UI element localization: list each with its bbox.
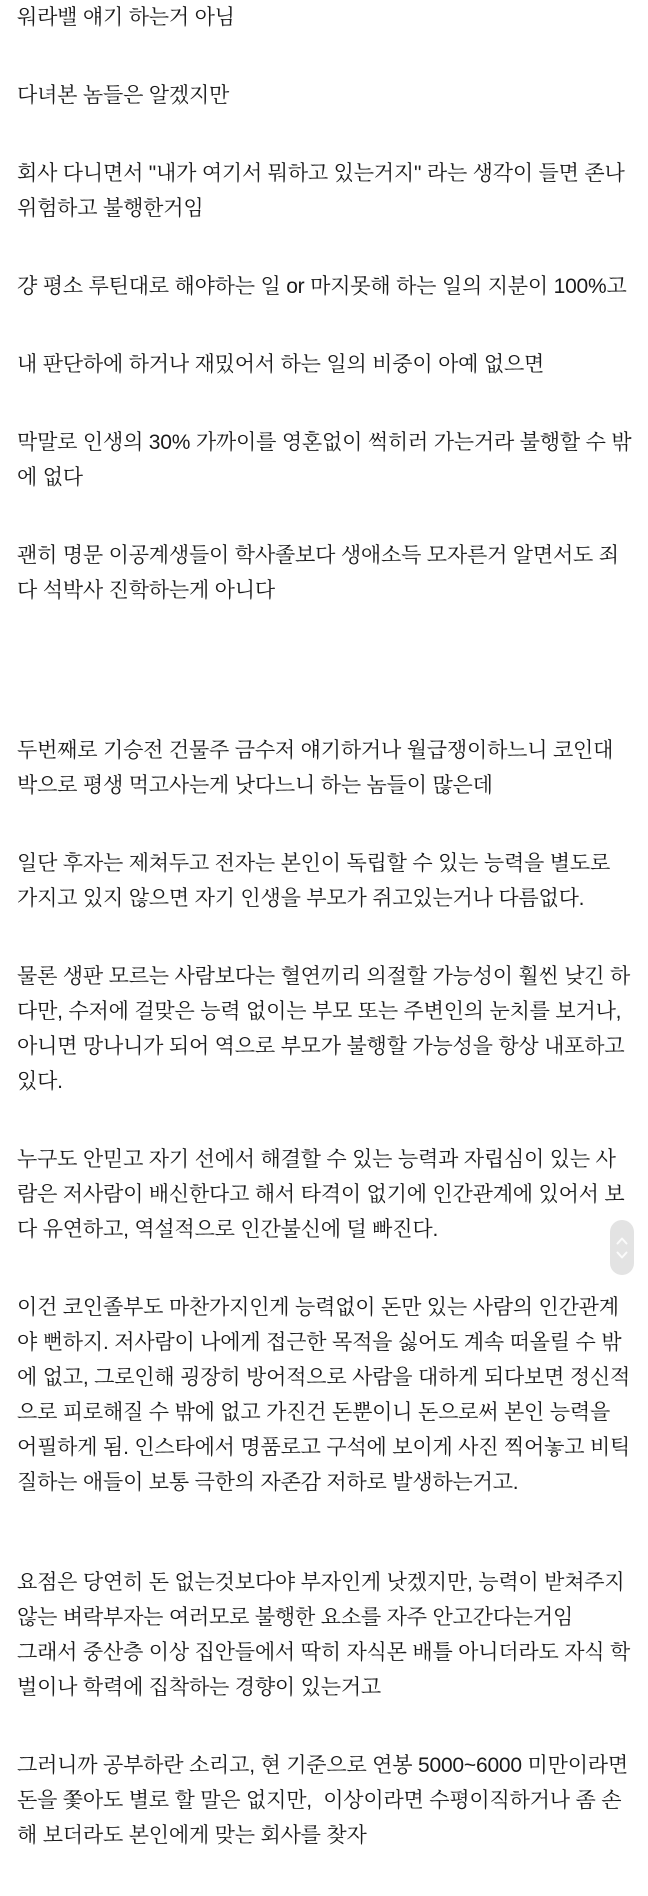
post-paragraph: 다녀본 놈들은 알겠지만	[17, 84, 230, 107]
post-paragraph: 회사 다니면서 "내가 여기서 뭐하고 있는거지" 라는 생각이 들면 존나 위험하고 불행한거임	[17, 162, 631, 220]
chevron-down-icon	[616, 1251, 628, 1259]
post-paragraph: 내 판단하에 하거나 재밌어서 하는 일의 비중이 아예 없으면	[17, 353, 545, 376]
post-paragraph: 워라밸 얘기 하는거 아님	[17, 6, 235, 29]
chevron-up-icon	[616, 1237, 628, 1245]
post-paragraph: 두번째로 기승전 건물주 금수저 얘기하거나 월급쟁이하느니 코인대박으로 평생 먹고사는게 낫다느니 하는 놈들이 많은데	[17, 739, 614, 797]
post-paragraph: 이건 코인졸부도 마찬가지인게 능력없이 돈만 있는 사람의 인간관계야 뻔하지. 저사람이 나에게 접근한 목적을 싫어도 계속 떠올릴 수 밖에 없고, 그로인해 굉장히 방어적으로 사람을 대하게 되다보면 정신적으로 피로해질 수 밖에 없고 가진건 돈뿐이니 돈으로써 본인 능력을 어필하게 됨. 인스타에서 명품로고 구석에 보이게 사진 찍어놓고 비틱질하는 애들이 보통 극한의 자존감 저하로 발생하는거고.	[17, 1296, 631, 1494]
scroll-down-button[interactable]	[615, 1250, 629, 1259]
post-paragraph: 괜히 명문 이공계생들이 학사졸보다 생애소득 모자른거 알면서도 죄다 석박사 진학하는게 아니다	[17, 544, 619, 602]
post-paragraph: 걍 평소 루틴대로 해야하는 일 or 마지못해 하는 일의 지분이 100%고	[17, 275, 627, 298]
post-paragraph: 요점은 당연히 돈 없는것보다야 부자인게 낫겠지만, 능력이 받쳐주지 않는 벼락부자는 여러모로 불행한 요소를 자주 안고간다는거임	[17, 1571, 631, 1629]
post-paragraph: 그러니까 공부하란 소리고, 현 기준으로 연봉 5000~6000 미만이라면 돈을 쫓아도 별로 할 말은 없지만, 이상이라면 수평이직하거나 좀 손해 보더라도 본인에게 맞는 회사를 찾자	[17, 1754, 634, 1847]
scroll-navigator[interactable]	[610, 1220, 634, 1275]
post-paragraph: 그래서 중산층 이상 집안들에서 딱히 자식몬 배틀 아니더라도 자식 학벌이나 학력에 집착하는 경향이 있는거고	[17, 1641, 631, 1699]
scroll-up-button[interactable]	[615, 1236, 629, 1245]
post-paragraph: 막말로 인생의 30% 가까이를 영혼없이 썩히러 가는거라 불행할 수 밖에 없다	[17, 431, 632, 489]
post-paragraph: 누구도 안믿고 자기 선에서 해결할 수 있는 능력과 자립심이 있는 사람은 저사람이 배신한다고 해서 타격이 없기에 인간관계에 있어서 보다 유연하고, 역설적으로 인간불신에 덜 빠진다.	[17, 1148, 625, 1241]
post-paragraph: 물론 생판 모르는 사람보다는 혈연끼리 의절할 가능성이 훨씬 낮긴 하다만, 수저에 걸맞은 능력 없이는 부모 또는 주변인의 눈치를 보거나, 아니면 망나니가 되어 역으로 부모가 불행할 가능성을 항상 내포하고 있다.	[17, 965, 631, 1093]
post-paragraph: 일단 후자는 제쳐두고 전자는 본인이 독립할 수 있는 능력을 별도로 가지고 있지 않으면 자기 인생을 부모가 쥐고있는거나 다름없다.	[17, 852, 616, 910]
